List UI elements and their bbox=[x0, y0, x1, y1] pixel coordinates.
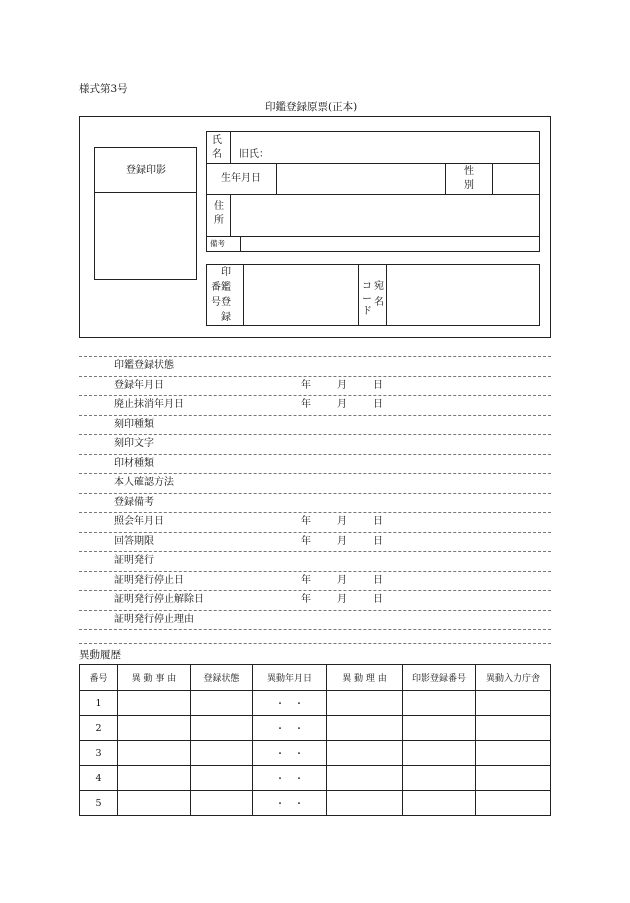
status-label: 廃止抹消年月日 bbox=[114, 399, 184, 410]
history-row-number: 3 bbox=[80, 741, 118, 766]
status-year: 年 bbox=[301, 574, 311, 586]
history-row-number: 2 bbox=[80, 716, 118, 741]
reg-no-label-3: 号登 bbox=[211, 297, 231, 308]
history-row-date: ・ ・ bbox=[253, 791, 327, 816]
history-cell bbox=[191, 691, 253, 716]
form-number: 様式第3号 bbox=[79, 83, 128, 95]
history-title: 異動履歴 bbox=[79, 649, 121, 661]
addressee-label-1: 宛 bbox=[374, 281, 384, 292]
code-label-3: ド bbox=[362, 306, 372, 317]
history-row-date: ・ ・ bbox=[253, 741, 327, 766]
status-year: 年 bbox=[301, 516, 311, 527]
status-label: 本人確認方法 bbox=[114, 477, 174, 488]
status-month: 月 bbox=[337, 399, 347, 410]
history-cell bbox=[327, 741, 403, 766]
dotted-divider bbox=[79, 493, 551, 494]
history-row-date: ・ ・ bbox=[253, 716, 327, 741]
dotted-divider bbox=[79, 629, 551, 630]
status-label: 刻印文字 bbox=[114, 438, 154, 449]
status-label: 照会年月日 bbox=[114, 516, 164, 527]
history-header: 印影登録番号 bbox=[403, 665, 476, 691]
history-cell bbox=[476, 766, 551, 791]
status-day: 日 bbox=[373, 516, 383, 527]
reg-no-label-4: 録 bbox=[221, 312, 231, 323]
form-title: 印鑑登録原票(正本) bbox=[265, 101, 358, 113]
addressee-label-2: 名 bbox=[374, 297, 384, 308]
history-cell bbox=[327, 766, 403, 791]
history-row-date: ・ ・ bbox=[253, 766, 327, 791]
status-year: 年 bbox=[301, 594, 311, 605]
status-label: 印鑑登録状態 bbox=[114, 360, 174, 371]
history-row-number: 4 bbox=[80, 766, 118, 791]
history-cell bbox=[327, 791, 403, 816]
status-year: 年 bbox=[301, 535, 311, 547]
status-day: 日 bbox=[373, 574, 383, 586]
history-cell bbox=[476, 791, 551, 816]
dotted-divider bbox=[79, 415, 551, 416]
history-cell bbox=[327, 716, 403, 741]
dotted-divider bbox=[79, 512, 551, 513]
history-header: 異動年月日 bbox=[253, 665, 327, 691]
history-row-date: ・ ・ bbox=[253, 691, 327, 716]
history-cell bbox=[476, 741, 551, 766]
table-row bbox=[80, 741, 551, 766]
table-row bbox=[80, 791, 551, 816]
status-label: 印材種類 bbox=[114, 457, 154, 469]
table-row bbox=[80, 716, 551, 741]
history-cell bbox=[476, 691, 551, 716]
status-label: 証明発行停止理由 bbox=[114, 613, 194, 625]
history-cell bbox=[403, 741, 476, 766]
history-header-row bbox=[80, 665, 551, 691]
history-cell bbox=[191, 766, 253, 791]
status-label: 証明発行 bbox=[114, 555, 154, 566]
history-cell bbox=[403, 766, 476, 791]
status-day: 日 bbox=[373, 379, 383, 391]
status-day: 日 bbox=[373, 594, 383, 605]
registration-number-box bbox=[206, 264, 540, 326]
status-label: 回答期限 bbox=[114, 535, 154, 547]
reg-no-label-2: 番鑑 bbox=[211, 282, 231, 293]
history-cell bbox=[118, 791, 191, 816]
history-cell bbox=[191, 716, 253, 741]
status-year: 年 bbox=[301, 379, 311, 391]
dotted-divider bbox=[79, 356, 551, 357]
remarks-label: 備考 bbox=[210, 239, 225, 248]
gender-label-1: 性 bbox=[464, 166, 474, 177]
history-cell bbox=[191, 741, 253, 766]
history-header: 異動入力庁舎 bbox=[476, 665, 551, 691]
dotted-divider bbox=[79, 590, 551, 591]
gender-label-2: 別 bbox=[464, 180, 474, 191]
history-cell bbox=[327, 691, 403, 716]
history-cell bbox=[118, 691, 191, 716]
history-header: 異 動 事 由 bbox=[118, 665, 191, 691]
history-header: 登録状態 bbox=[191, 665, 253, 691]
name-label-1: 氏 bbox=[212, 135, 222, 146]
history-cell bbox=[118, 766, 191, 791]
table-row bbox=[80, 691, 551, 716]
status-month: 月 bbox=[337, 516, 347, 527]
status-label: 証明発行停止日 bbox=[114, 574, 184, 586]
history-cell bbox=[476, 716, 551, 741]
dotted-divider bbox=[79, 643, 551, 644]
seal-image-label: 登録印影 bbox=[126, 165, 166, 176]
dotted-divider bbox=[79, 571, 551, 572]
reg-no-label-1: 印 bbox=[221, 267, 231, 278]
status-label: 刻印種類 bbox=[114, 418, 154, 430]
dotted-divider bbox=[79, 434, 551, 435]
dotted-divider bbox=[79, 395, 551, 396]
status-month: 月 bbox=[337, 574, 347, 586]
address-label-2: 所 bbox=[214, 215, 224, 226]
history-cell bbox=[403, 716, 476, 741]
dotted-divider bbox=[79, 610, 551, 611]
status-label: 登録年月日 bbox=[114, 379, 164, 391]
history-row-number: 5 bbox=[80, 791, 118, 816]
table-row bbox=[80, 766, 551, 791]
history-table bbox=[79, 664, 551, 816]
address-label-1: 住 bbox=[214, 201, 224, 212]
status-label: 登録備考 bbox=[114, 496, 154, 508]
dotted-divider bbox=[79, 532, 551, 533]
status-day: 日 bbox=[373, 535, 383, 547]
dotted-divider bbox=[79, 376, 551, 377]
dotted-divider bbox=[79, 454, 551, 455]
history-cell bbox=[118, 741, 191, 766]
code-label-1: コ bbox=[362, 281, 372, 292]
history-row-number: 1 bbox=[80, 691, 118, 716]
status-year: 年 bbox=[301, 399, 311, 410]
former-name-label: 旧氏： bbox=[239, 149, 269, 160]
status-month: 月 bbox=[337, 379, 347, 391]
history-cell bbox=[118, 716, 191, 741]
history-header: 番号 bbox=[80, 665, 118, 691]
dotted-divider bbox=[79, 473, 551, 474]
birthdate-label: 生年月日 bbox=[221, 173, 261, 184]
history-cell bbox=[191, 791, 253, 816]
status-day: 日 bbox=[373, 399, 383, 410]
history-header: 異 動 理 由 bbox=[327, 665, 403, 691]
status-label: 証明発行停止解除日 bbox=[114, 594, 204, 605]
status-month: 月 bbox=[337, 535, 347, 547]
history-cell bbox=[403, 691, 476, 716]
name-label-2: 名 bbox=[212, 149, 222, 160]
code-label-2: ー bbox=[362, 294, 372, 305]
dotted-divider bbox=[79, 551, 551, 552]
status-month: 月 bbox=[337, 594, 347, 605]
history-cell bbox=[403, 791, 476, 816]
